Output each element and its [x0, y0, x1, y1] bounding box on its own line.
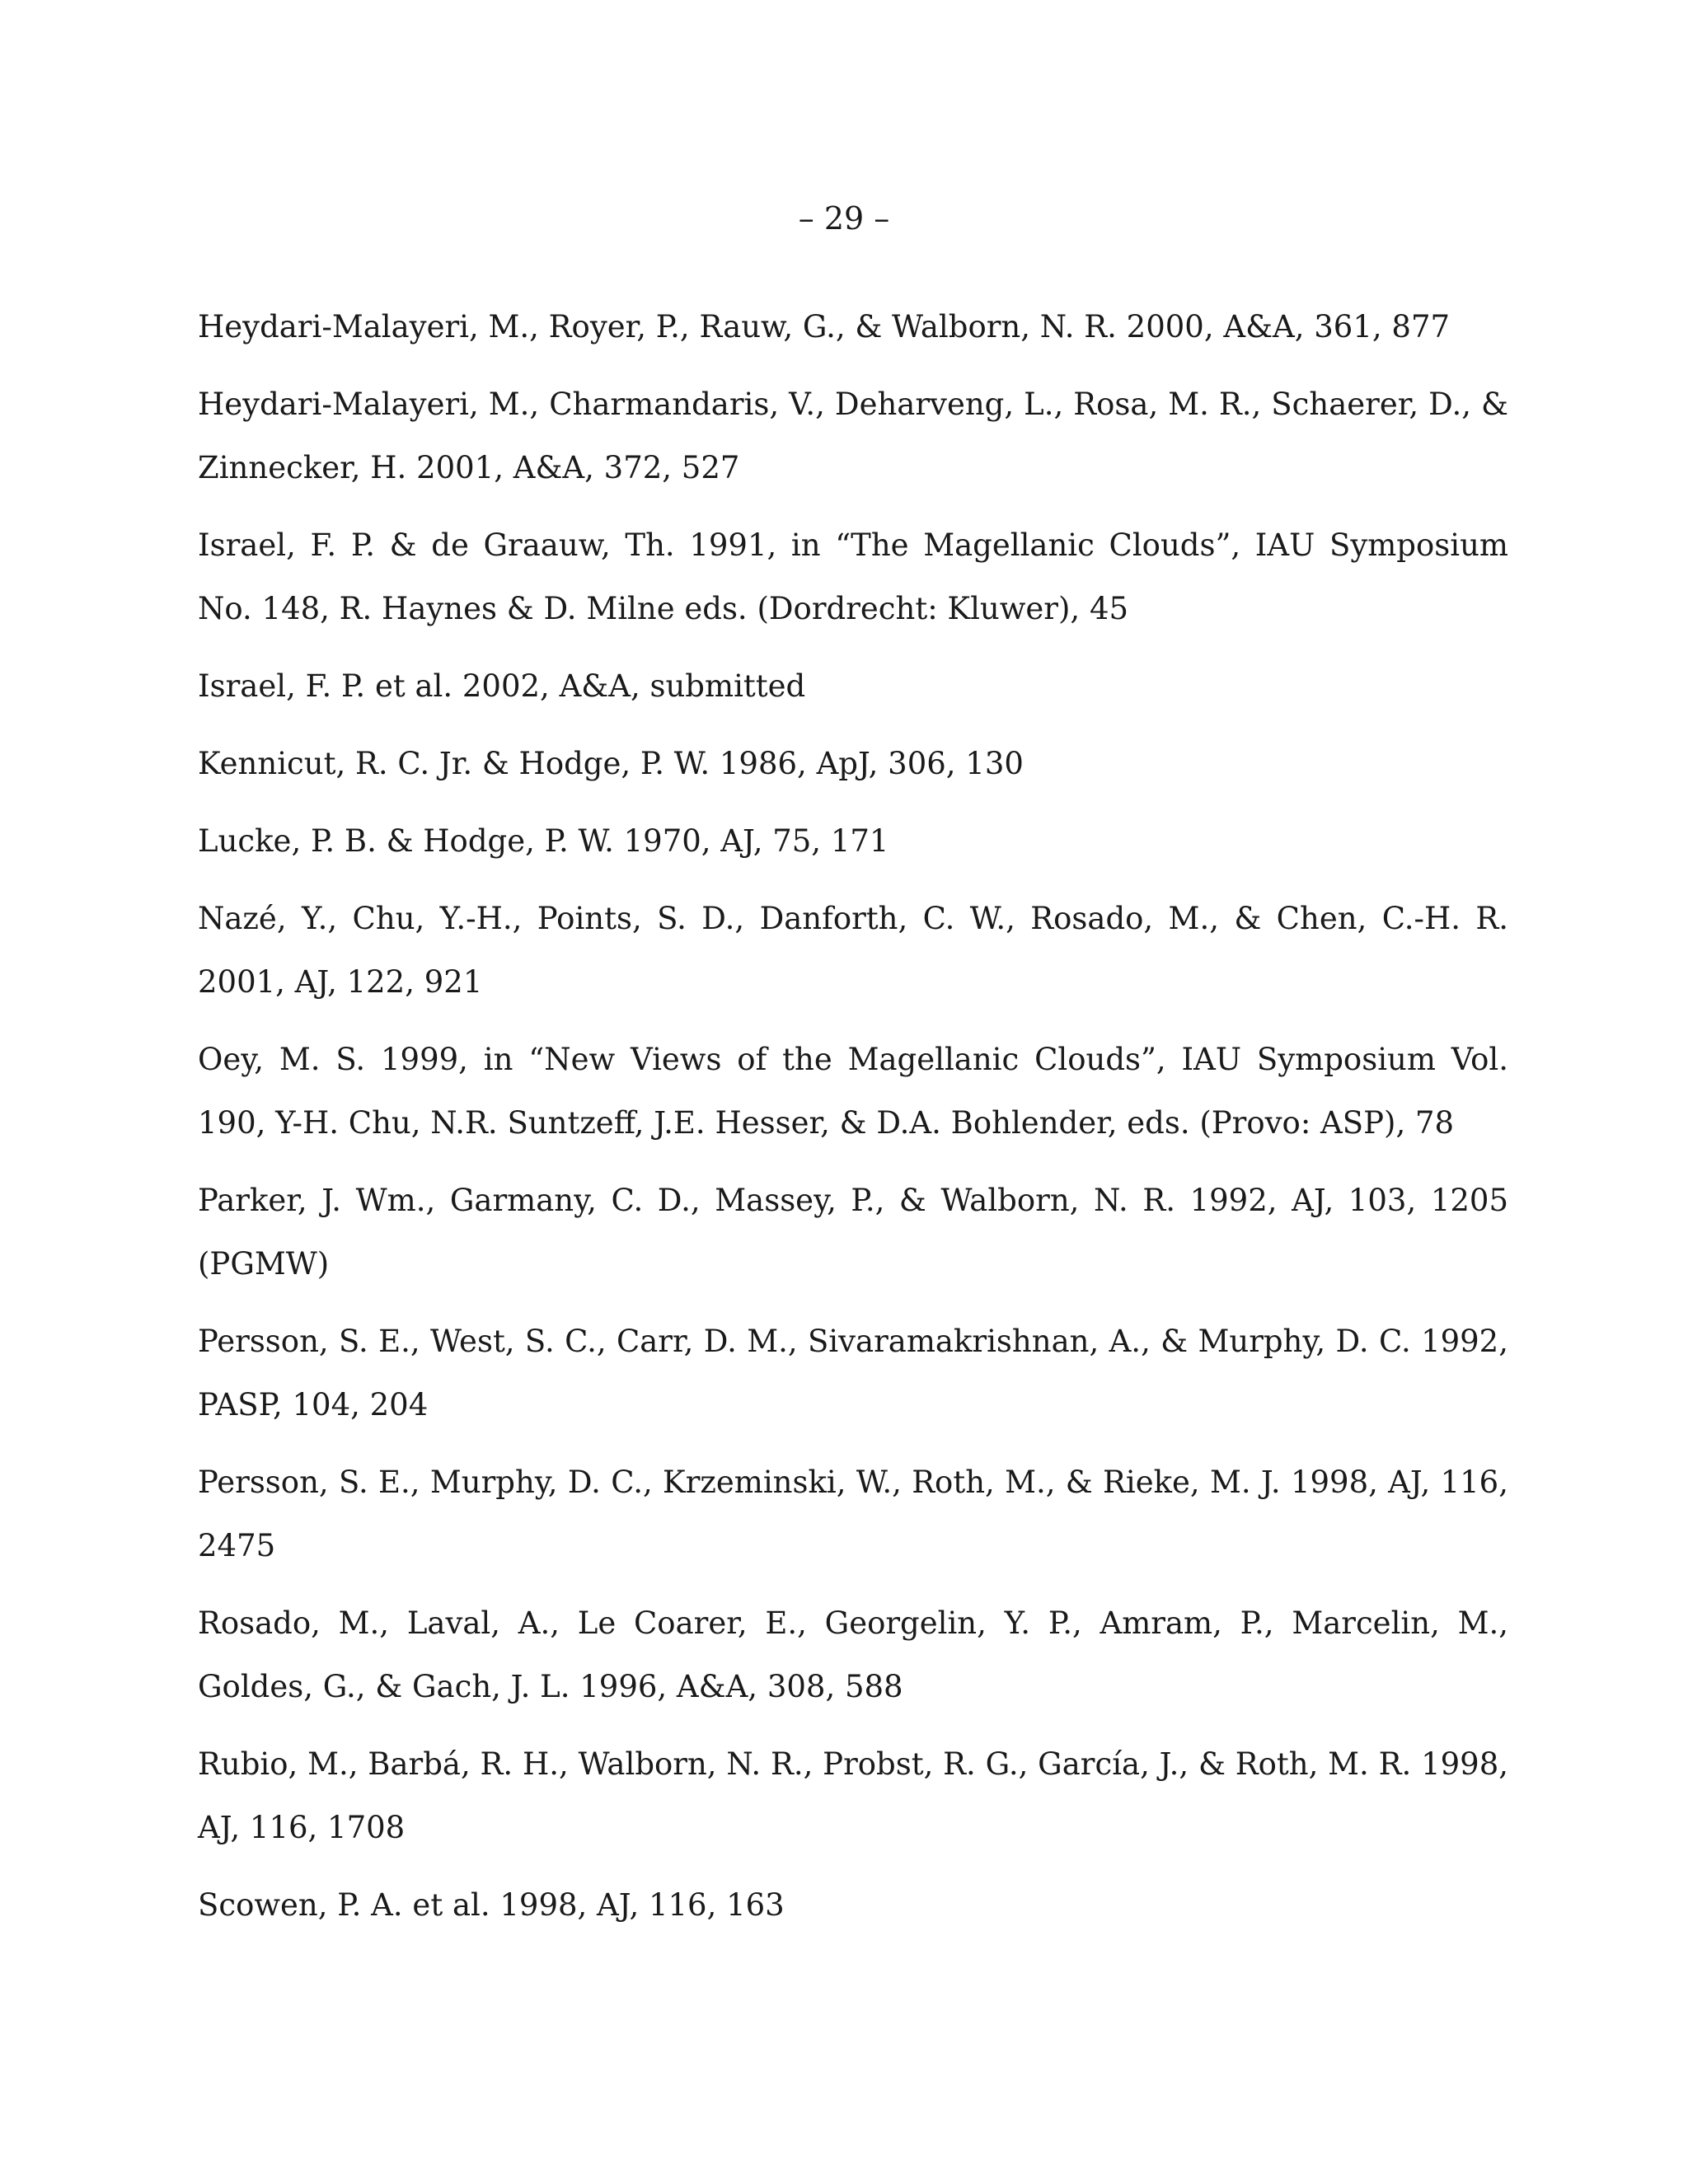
reference-item: Heydari-Malayeri, M., Charmandaris, V., Deharveng, L., Rosa, M. R., Schaerer, D., & Zinnecker, H. 2001, A&A, 372, 527 — [198, 387, 1508, 485]
reference-item: Nazé, Y., Chu, Y.-H., Points, S. D., Danforth, C. W., Rosado, M., & Chen, C.-H. R. 2001, AJ, 122, 921 — [198, 901, 1508, 1000]
reference-item: Heydari-Malayeri, M., Royer, P., Rauw, G., & Walborn, N. R. 2000, A&A, 361, 877 — [198, 309, 1451, 344]
reference-item: Persson, S. E., West, S. C., Carr, D. M., Sivaramakrishnan, A., & Murphy, D. C. 1992, PASP, 104, 204 — [198, 1324, 1508, 1422]
reference-item: Rubio, M., Barbá, R. H., Walborn, N. R., Probst, R. G., García, J., & Roth, M. R. 1998, AJ, 116, 1708 — [198, 1746, 1508, 1845]
reference-item: Lucke, P. B. & Hodge, P. W. 1970, AJ, 75, 171 — [198, 823, 889, 859]
reference-item: Israel, F. P. & de Graauw, Th. 1991, in “The Magellanic Clouds”, IAU Symposium No. 148, R. Haynes & D. Milne eds. (Dordrecht: Kluwer), 45 — [198, 527, 1508, 626]
reference-item: Persson, S. E., Murphy, D. C., Krzeminski, W., Roth, M., & Rieke, M. J. 1998, AJ, 116, 2475 — [198, 1465, 1508, 1563]
reference-item: Israel, F. P. et al. 2002, A&A, submitted — [198, 668, 806, 704]
reference-item: Kennicut, R. C. Jr. & Hodge, P. W. 1986, ApJ, 306, 130 — [198, 746, 1024, 781]
reference-item: Oey, M. S. 1999, in “New Views of the Magellanic Clouds”, IAU Symposium Vol. 190, Y-H. Chu, N.R. Suntzeff, J.E. Hesser, & D.A. Bohlender, eds. (Provo: ASP), 78 — [198, 1042, 1508, 1141]
reference-item: Scowen, P. A. et al. 1998, AJ, 116, 163 — [198, 1887, 785, 1923]
page-number: – 29 – — [798, 200, 890, 237]
reference-list — [198, 295, 1508, 1951]
reference-item: Parker, J. Wm., Garmany, C. D., Massey, P., & Walborn, N. R. 1992, AJ, 103, 1205 (PGMW) — [198, 1183, 1508, 1282]
reference-item: Rosado, M., Laval, A., Le Coarer, E., Georgelin, Y. P., Amram, P., Marcelin, M., Goldes, G., & Gach, J. L. 1996, A&A, 308, 588 — [198, 1605, 1508, 1704]
